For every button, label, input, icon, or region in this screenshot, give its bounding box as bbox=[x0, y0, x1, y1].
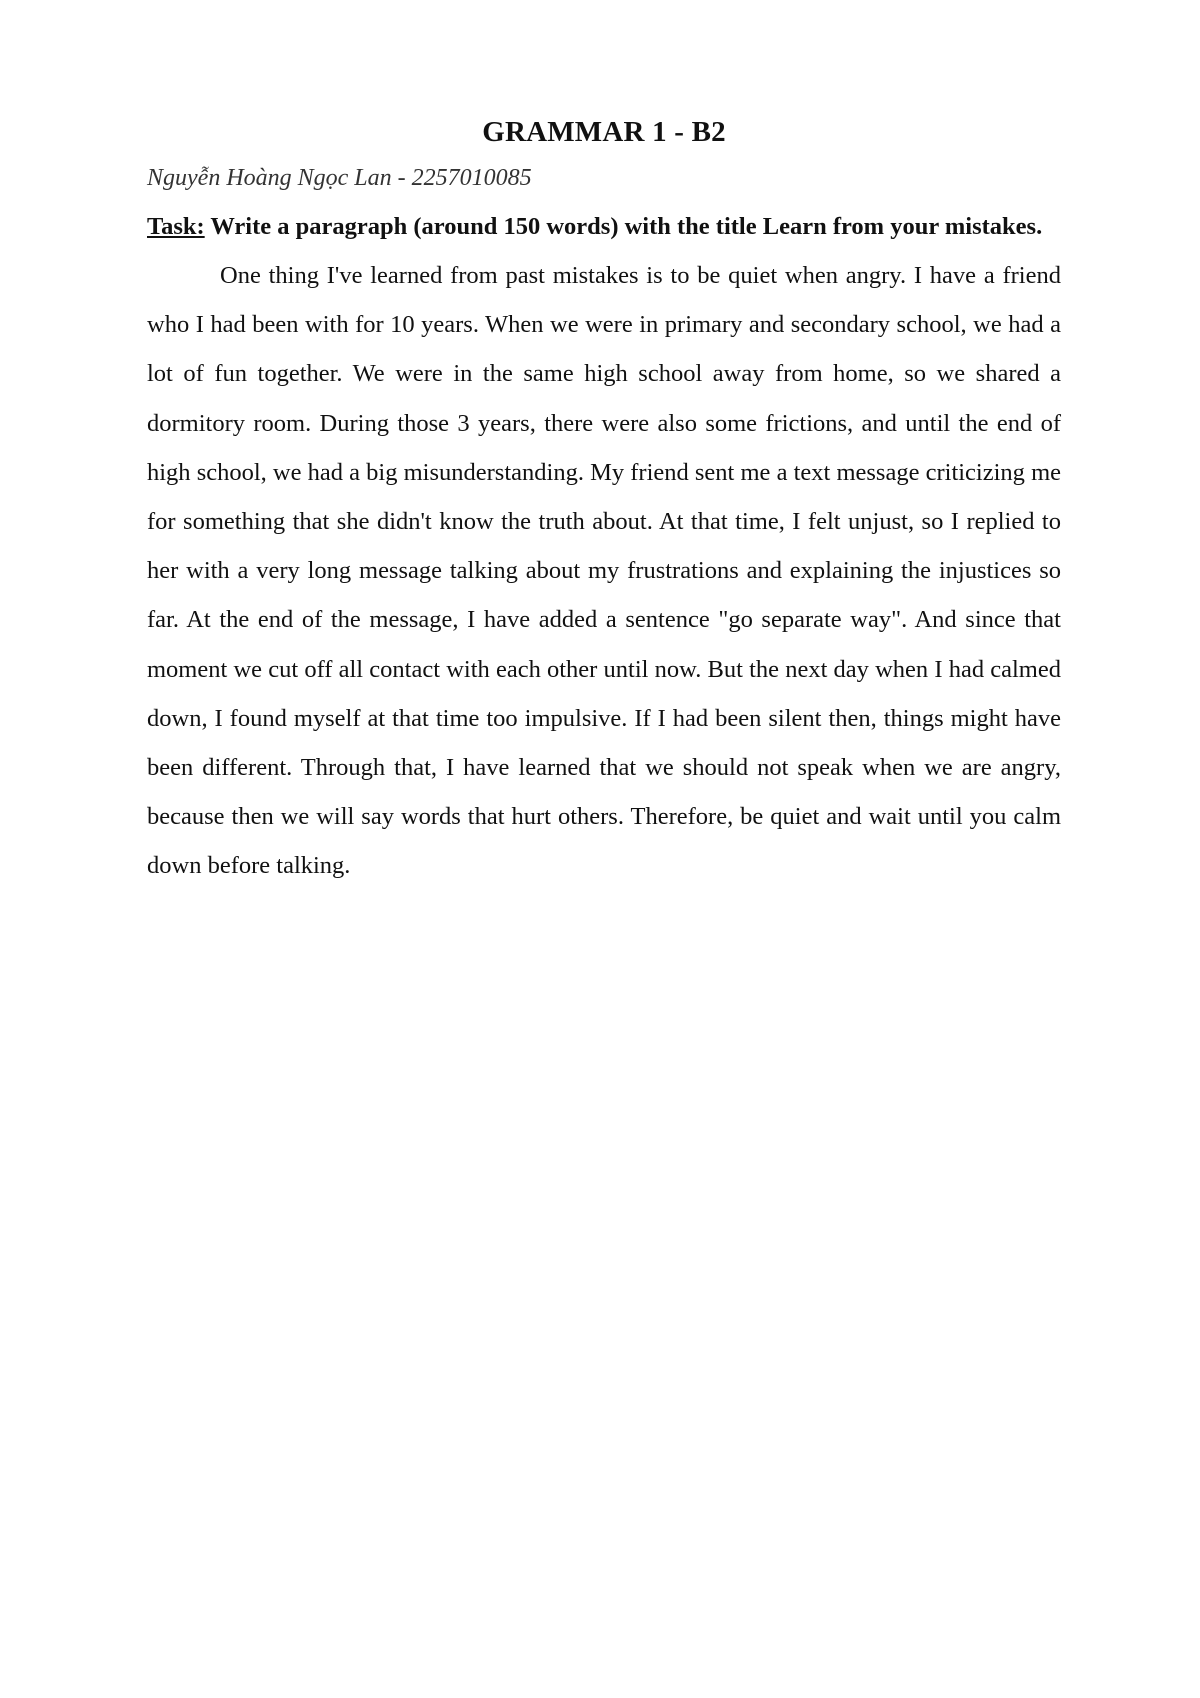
author-line: Nguyễn Hoàng Ngọc Lan - 2257010085 bbox=[147, 165, 532, 191]
essay-paragraph: One thing I've learned from past mistakes is to be quiet when angry. I have a friend who I had been with for 10 years. When we were in primary and secondary school, we had a lot of fun together. We were in the same high school away from home, so we shared a dormitory room. During those 3 years, there were also some frictions, and until the end of high school, we had a big misunderstanding. My friend sent me a text message criticizing me for something that she didn't know the truth about. At that time, I felt unjust, so I replied to her with a very long message talking about my frustrations and explaining the injustices so far. At the end of the message, I have added a sentence "go separate way". And since that moment we cut off all contact with each other until now. But the next day when I had calmed down, I found myself at that time too impulsive. If I had been silent then, things might have been different. Through that, I have learned that we should not speak when we are angry, because then we will say words that hurt others. Therefore, be quiet and wait until you calm down before talking. bbox=[147, 262, 1061, 880]
task-label: Task: bbox=[147, 213, 205, 240]
task-statement bbox=[147, 202, 1061, 251]
document-content bbox=[147, 108, 1061, 891]
task-text: Write a paragraph (around 150 words) with the title Learn from your mistakes. bbox=[204, 213, 1043, 240]
document-title: GRAMMAR 1 - B2 bbox=[482, 116, 726, 148]
